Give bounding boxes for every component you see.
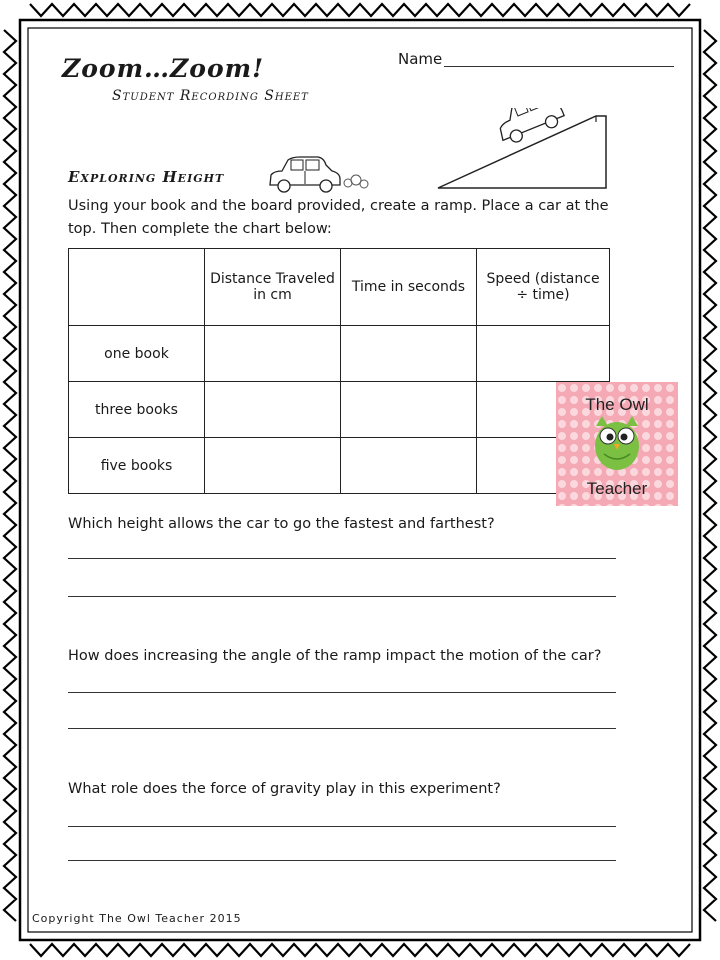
table-cell[interactable] (341, 382, 477, 438)
row-label: three books (69, 382, 205, 438)
answer-line[interactable] (68, 860, 616, 861)
table-cell[interactable] (341, 326, 477, 382)
border-zigzag-right (704, 30, 716, 921)
name-label: Name (398, 50, 443, 68)
worksheet-subtitle: Student Recording Sheet (112, 88, 309, 104)
table-cell[interactable] (477, 326, 610, 382)
table-row (69, 382, 610, 438)
border-zigzag-bottom (30, 944, 690, 956)
logo-text-line2: Teacher (586, 479, 648, 498)
table-cell[interactable] (205, 326, 341, 382)
car-icon (268, 155, 372, 195)
car-on-ramp-illustration (436, 108, 612, 194)
instructions-text: Using your book and the board provided, create a ramp. Place a car at the top. Then complete the chart below: (68, 198, 609, 237)
question-1: Which height allows the car to go the fastest and farthest? (68, 516, 495, 532)
border-zigzag-top (30, 4, 690, 16)
recording-chart (68, 248, 610, 494)
chart-header-row (69, 249, 610, 326)
border-zigzag-left (4, 30, 16, 921)
table-row (69, 326, 610, 382)
row-label: five books (69, 438, 205, 494)
logo-text-line1: The Owl (585, 395, 649, 414)
section-title: Exploring Height (68, 168, 225, 186)
chart-header-cell: Distance Traveled in cm (205, 249, 341, 326)
chart-header-cell (69, 249, 205, 326)
question-2: How does increasing the angle of the ramp impact the motion of the car? (68, 648, 602, 664)
answer-line[interactable] (68, 692, 616, 693)
owl-icon (595, 416, 639, 470)
answer-line[interactable] (68, 558, 616, 559)
table-cell[interactable] (205, 438, 341, 494)
chart-header-cell: Time in seconds (341, 249, 477, 326)
answer-line[interactable] (68, 728, 616, 729)
name-field-line[interactable] (444, 65, 674, 67)
table-cell[interactable] (205, 382, 341, 438)
table-row (69, 438, 610, 494)
owl-teacher-logo (556, 382, 678, 506)
answer-line[interactable] (68, 826, 616, 827)
worksheet-title: Zoom…Zoom! (62, 54, 265, 83)
chart-header-cell: Speed (distance ÷ time) (477, 249, 610, 326)
row-label: one book (69, 326, 205, 382)
question-3: What role does the force of gravity play in this experiment? (68, 781, 501, 797)
table-cell[interactable] (341, 438, 477, 494)
copyright-text: Copyright The Owl Teacher 2015 (32, 912, 242, 925)
answer-line[interactable] (68, 596, 616, 597)
